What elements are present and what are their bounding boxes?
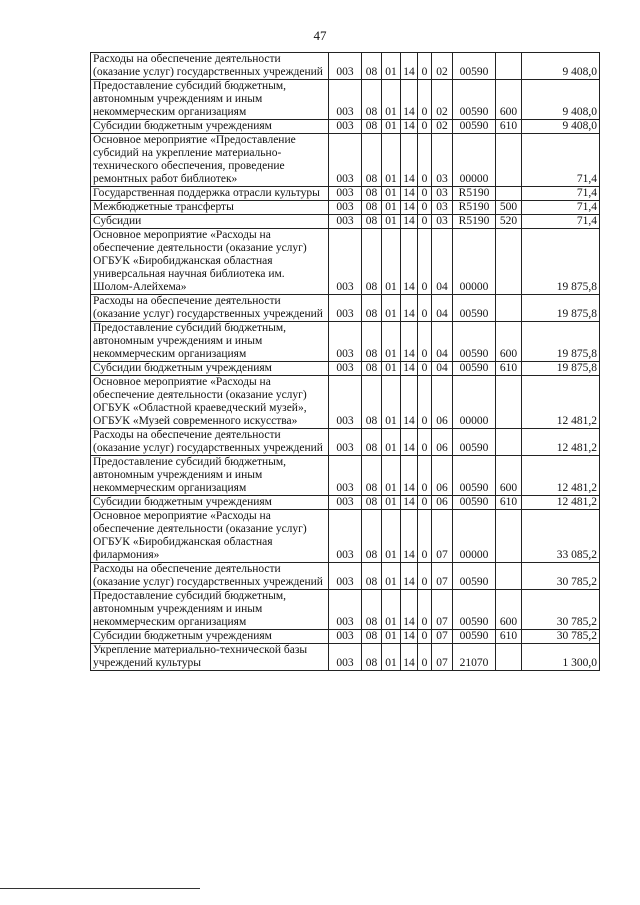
- table-row: [91, 456, 600, 496]
- main-event-code-cell: 03: [432, 187, 453, 201]
- subsection-code-cell: 01: [382, 322, 401, 362]
- expense-type-code-cell: 610: [496, 362, 522, 376]
- subprogram-code-cell: 0: [418, 362, 432, 376]
- row-name-cell: Предоставление субсидий бюджетным, автономным учреждениям и иным некоммерческим организациям: [91, 456, 329, 496]
- subprogram-code-cell: 0: [418, 376, 432, 429]
- row-name-cell: Межбюджетные трансферты: [91, 201, 329, 215]
- section-code-cell: 08: [362, 376, 382, 429]
- ministry-code-cell: 003: [329, 229, 362, 295]
- expense-type-code-cell: 600: [496, 456, 522, 496]
- subprogram-code-cell: 0: [418, 563, 432, 590]
- amount-cell: 19 875,8: [522, 322, 600, 362]
- program-code-cell: 14: [401, 80, 418, 120]
- table-row: [91, 563, 600, 590]
- ministry-code-cell: 003: [329, 376, 362, 429]
- amount-cell: 71,4: [522, 134, 600, 187]
- row-name-cell: Предоставление субсидий бюджетным, автономным учреждениям и иным некоммерческим организациям: [91, 80, 329, 120]
- main-event-code-cell: 06: [432, 376, 453, 429]
- section-code-cell: 08: [362, 362, 382, 376]
- subsection-code-cell: 01: [382, 229, 401, 295]
- main-event-code-cell: 04: [432, 229, 453, 295]
- main-event-code-cell: 04: [432, 295, 453, 322]
- program-code-cell: 14: [401, 120, 418, 134]
- program-code-cell: 14: [401, 429, 418, 456]
- amount-cell: 71,4: [522, 215, 600, 229]
- subsection-code-cell: 01: [382, 630, 401, 644]
- direction-code-cell: 00590: [453, 362, 496, 376]
- direction-code-cell: R5190: [453, 187, 496, 201]
- amount-cell: 30 785,2: [522, 630, 600, 644]
- row-name-cell: Субсидии бюджетным учреждениям: [91, 362, 329, 376]
- ministry-code-cell: 003: [329, 563, 362, 590]
- expense-type-code-cell: [496, 187, 522, 201]
- subsection-code-cell: 01: [382, 590, 401, 630]
- main-event-code-cell: 02: [432, 80, 453, 120]
- subsection-code-cell: 01: [382, 563, 401, 590]
- direction-code-cell: 00000: [453, 229, 496, 295]
- expense-type-code-cell: [496, 134, 522, 187]
- subprogram-code-cell: 0: [418, 295, 432, 322]
- amount-cell: 1 300,0: [522, 644, 600, 671]
- subprogram-code-cell: 0: [418, 120, 432, 134]
- section-code-cell: 08: [362, 429, 382, 456]
- direction-code-cell: 00000: [453, 134, 496, 187]
- table-row: [91, 53, 600, 80]
- direction-code-cell: 00000: [453, 376, 496, 429]
- section-code-cell: 08: [362, 295, 382, 322]
- main-event-code-cell: 03: [432, 201, 453, 215]
- ministry-code-cell: 003: [329, 201, 362, 215]
- subprogram-code-cell: 0: [418, 456, 432, 496]
- ministry-code-cell: 003: [329, 429, 362, 456]
- subprogram-code-cell: 0: [418, 496, 432, 510]
- main-event-code-cell: 03: [432, 215, 453, 229]
- table-row: [91, 120, 600, 134]
- section-code-cell: 08: [362, 322, 382, 362]
- program-code-cell: 14: [401, 134, 418, 187]
- ministry-code-cell: 003: [329, 215, 362, 229]
- section-code-cell: 08: [362, 496, 382, 510]
- direction-code-cell: 00590: [453, 295, 496, 322]
- ministry-code-cell: 003: [329, 134, 362, 187]
- subsection-code-cell: 01: [382, 456, 401, 496]
- row-name-cell: Субсидии бюджетным учреждениям: [91, 120, 329, 134]
- main-event-code-cell: 06: [432, 456, 453, 496]
- direction-code-cell: 00590: [453, 456, 496, 496]
- table-row: [91, 187, 600, 201]
- amount-cell: 19 875,8: [522, 295, 600, 322]
- subprogram-code-cell: 0: [418, 80, 432, 120]
- program-code-cell: 14: [401, 295, 418, 322]
- table-row: [91, 376, 600, 429]
- program-code-cell: 14: [401, 563, 418, 590]
- ministry-code-cell: 003: [329, 80, 362, 120]
- row-name-cell: Расходы на обеспечение деятельности (оказание услуг) государственных учреждений: [91, 295, 329, 322]
- row-name-cell: Основное мероприятие «Расходы на обеспечение деятельности (оказание услуг) ОГБУК «Биробиджанская областная филармония»: [91, 510, 329, 563]
- subprogram-code-cell: 0: [418, 53, 432, 80]
- program-code-cell: 14: [401, 510, 418, 563]
- section-code-cell: 08: [362, 590, 382, 630]
- subsection-code-cell: 01: [382, 80, 401, 120]
- expense-type-code-cell: [496, 376, 522, 429]
- main-event-code-cell: 07: [432, 510, 453, 563]
- budget-table: [90, 52, 600, 671]
- section-code-cell: 08: [362, 187, 382, 201]
- row-name-cell: Укрепление материально-технической базы учреждений культуры: [91, 644, 329, 671]
- table-row: [91, 644, 600, 671]
- expense-type-code-cell: 600: [496, 590, 522, 630]
- main-event-code-cell: 06: [432, 429, 453, 456]
- main-event-code-cell: 02: [432, 53, 453, 80]
- footer-rule: [0, 888, 200, 889]
- subprogram-code-cell: 0: [418, 590, 432, 630]
- direction-code-cell: 00590: [453, 496, 496, 510]
- amount-cell: 12 481,2: [522, 429, 600, 456]
- table-row: [91, 229, 600, 295]
- subsection-code-cell: 01: [382, 120, 401, 134]
- main-event-code-cell: 03: [432, 134, 453, 187]
- direction-code-cell: 21070: [453, 644, 496, 671]
- budget-table-body: [91, 53, 600, 671]
- section-code-cell: 08: [362, 215, 382, 229]
- section-code-cell: 08: [362, 53, 382, 80]
- expense-type-code-cell: [496, 429, 522, 456]
- amount-cell: 19 875,8: [522, 229, 600, 295]
- subsection-code-cell: 01: [382, 201, 401, 215]
- ministry-code-cell: 003: [329, 456, 362, 496]
- program-code-cell: 14: [401, 362, 418, 376]
- main-event-code-cell: 04: [432, 362, 453, 376]
- subsection-code-cell: 01: [382, 187, 401, 201]
- subprogram-code-cell: 0: [418, 229, 432, 295]
- expense-type-code-cell: 610: [496, 120, 522, 134]
- table-row: [91, 201, 600, 215]
- row-name-cell: Субсидии: [91, 215, 329, 229]
- subsection-code-cell: 01: [382, 53, 401, 80]
- table-row: [91, 429, 600, 456]
- ministry-code-cell: 003: [329, 510, 362, 563]
- expense-type-code-cell: 610: [496, 630, 522, 644]
- section-code-cell: 08: [362, 456, 382, 496]
- amount-cell: 30 785,2: [522, 590, 600, 630]
- ministry-code-cell: 003: [329, 644, 362, 671]
- main-event-code-cell: 07: [432, 590, 453, 630]
- ministry-code-cell: 003: [329, 362, 362, 376]
- expense-type-code-cell: [496, 53, 522, 80]
- expense-type-code-cell: [496, 295, 522, 322]
- ministry-code-cell: 003: [329, 295, 362, 322]
- row-name-cell: Субсидии бюджетным учреждениям: [91, 496, 329, 510]
- amount-cell: 33 085,2: [522, 510, 600, 563]
- program-code-cell: 14: [401, 215, 418, 229]
- subsection-code-cell: 01: [382, 362, 401, 376]
- table-row: [91, 362, 600, 376]
- expense-type-code-cell: 600: [496, 80, 522, 120]
- program-code-cell: 14: [401, 229, 418, 295]
- row-name-cell: Основное мероприятие «Предоставление субсидий на укрепление материально-технического обеспечения, проведение ремонтных работ библиотек»: [91, 134, 329, 187]
- table-row: [91, 630, 600, 644]
- subprogram-code-cell: 0: [418, 187, 432, 201]
- section-code-cell: 08: [362, 120, 382, 134]
- program-code-cell: 14: [401, 376, 418, 429]
- ministry-code-cell: 003: [329, 590, 362, 630]
- subprogram-code-cell: 0: [418, 322, 432, 362]
- ministry-code-cell: 003: [329, 53, 362, 80]
- amount-cell: 12 481,2: [522, 496, 600, 510]
- section-code-cell: 08: [362, 644, 382, 671]
- table-row: [91, 510, 600, 563]
- program-code-cell: 14: [401, 187, 418, 201]
- direction-code-cell: 00590: [453, 429, 496, 456]
- subsection-code-cell: 01: [382, 134, 401, 187]
- subprogram-code-cell: 0: [418, 215, 432, 229]
- amount-cell: 12 481,2: [522, 456, 600, 496]
- main-event-code-cell: 07: [432, 630, 453, 644]
- program-code-cell: 14: [401, 53, 418, 80]
- row-name-cell: Основное мероприятие «Расходы на обеспечение деятельности (оказание услуг) ОГБУК «Биробиджанская областная универсальная научная библиотека им. Шолом-Алейхема»: [91, 229, 329, 295]
- subsection-code-cell: 01: [382, 496, 401, 510]
- row-name-cell: Расходы на обеспечение деятельности (оказание услуг) государственных учреждений: [91, 429, 329, 456]
- main-event-code-cell: 07: [432, 644, 453, 671]
- direction-code-cell: 00590: [453, 53, 496, 80]
- row-name-cell: Субсидии бюджетным учреждениям: [91, 630, 329, 644]
- subsection-code-cell: 01: [382, 644, 401, 671]
- section-code-cell: 08: [362, 134, 382, 187]
- ministry-code-cell: 003: [329, 496, 362, 510]
- program-code-cell: 14: [401, 644, 418, 671]
- direction-code-cell: R5190: [453, 215, 496, 229]
- row-name-cell: Предоставление субсидий бюджетным, автономным учреждениям и иным некоммерческим организациям: [91, 590, 329, 630]
- subprogram-code-cell: 0: [418, 644, 432, 671]
- expense-type-code-cell: [496, 510, 522, 563]
- direction-code-cell: 00590: [453, 322, 496, 362]
- subsection-code-cell: 01: [382, 510, 401, 563]
- row-name-cell: Государственная поддержка отрасли культуры: [91, 187, 329, 201]
- ministry-code-cell: 003: [329, 120, 362, 134]
- amount-cell: 71,4: [522, 201, 600, 215]
- subprogram-code-cell: 0: [418, 201, 432, 215]
- table-row: [91, 322, 600, 362]
- amount-cell: 12 481,2: [522, 376, 600, 429]
- subsection-code-cell: 01: [382, 295, 401, 322]
- row-name-cell: Расходы на обеспечение деятельности (оказание услуг) государственных учреждений: [91, 563, 329, 590]
- expense-type-code-cell: 520: [496, 215, 522, 229]
- program-code-cell: 14: [401, 201, 418, 215]
- main-event-code-cell: 04: [432, 322, 453, 362]
- row-name-cell: Расходы на обеспечение деятельности (оказание услуг) государственных учреждений: [91, 53, 329, 80]
- table-row: [91, 80, 600, 120]
- subsection-code-cell: 01: [382, 376, 401, 429]
- table-row: [91, 590, 600, 630]
- expense-type-code-cell: 610: [496, 496, 522, 510]
- table-row: [91, 496, 600, 510]
- direction-code-cell: R5190: [453, 201, 496, 215]
- amount-cell: 9 408,0: [522, 80, 600, 120]
- subprogram-code-cell: 0: [418, 134, 432, 187]
- section-code-cell: 08: [362, 80, 382, 120]
- row-name-cell: Предоставление субсидий бюджетным, автономным учреждениям и иным некоммерческим организациям: [91, 322, 329, 362]
- subprogram-code-cell: 0: [418, 510, 432, 563]
- section-code-cell: 08: [362, 229, 382, 295]
- section-code-cell: 08: [362, 630, 382, 644]
- direction-code-cell: 00000: [453, 510, 496, 563]
- row-name-cell: Основное мероприятие «Расходы на обеспечение деятельности (оказание услуг) ОГБУК «Областной краеведческий музей», ОГБУК «Музей современного искусства»: [91, 376, 329, 429]
- main-event-code-cell: 06: [432, 496, 453, 510]
- subprogram-code-cell: 0: [418, 429, 432, 456]
- ministry-code-cell: 003: [329, 630, 362, 644]
- amount-cell: 71,4: [522, 187, 600, 201]
- main-event-code-cell: 02: [432, 120, 453, 134]
- direction-code-cell: 00590: [453, 590, 496, 630]
- expense-type-code-cell: 500: [496, 201, 522, 215]
- ministry-code-cell: 003: [329, 322, 362, 362]
- section-code-cell: 08: [362, 563, 382, 590]
- program-code-cell: 14: [401, 496, 418, 510]
- expense-type-code-cell: [496, 644, 522, 671]
- amount-cell: 9 408,0: [522, 120, 600, 134]
- program-code-cell: 14: [401, 456, 418, 496]
- direction-code-cell: 00590: [453, 630, 496, 644]
- program-code-cell: 14: [401, 590, 418, 630]
- amount-cell: 30 785,2: [522, 563, 600, 590]
- table-row: [91, 215, 600, 229]
- program-code-cell: 14: [401, 322, 418, 362]
- expense-type-code-cell: [496, 229, 522, 295]
- section-code-cell: 08: [362, 201, 382, 215]
- table-row: [91, 134, 600, 187]
- subsection-code-cell: 01: [382, 429, 401, 456]
- direction-code-cell: 00590: [453, 120, 496, 134]
- amount-cell: 19 875,8: [522, 362, 600, 376]
- table-row: [91, 295, 600, 322]
- subprogram-code-cell: 0: [418, 630, 432, 644]
- page-number: 47: [313, 28, 327, 43]
- subsection-code-cell: 01: [382, 215, 401, 229]
- expense-type-code-cell: [496, 563, 522, 590]
- main-event-code-cell: 07: [432, 563, 453, 590]
- amount-cell: 9 408,0: [522, 53, 600, 80]
- section-code-cell: 08: [362, 510, 382, 563]
- direction-code-cell: 00590: [453, 80, 496, 120]
- direction-code-cell: 00590: [453, 563, 496, 590]
- program-code-cell: 14: [401, 630, 418, 644]
- ministry-code-cell: 003: [329, 187, 362, 201]
- expense-type-code-cell: 600: [496, 322, 522, 362]
